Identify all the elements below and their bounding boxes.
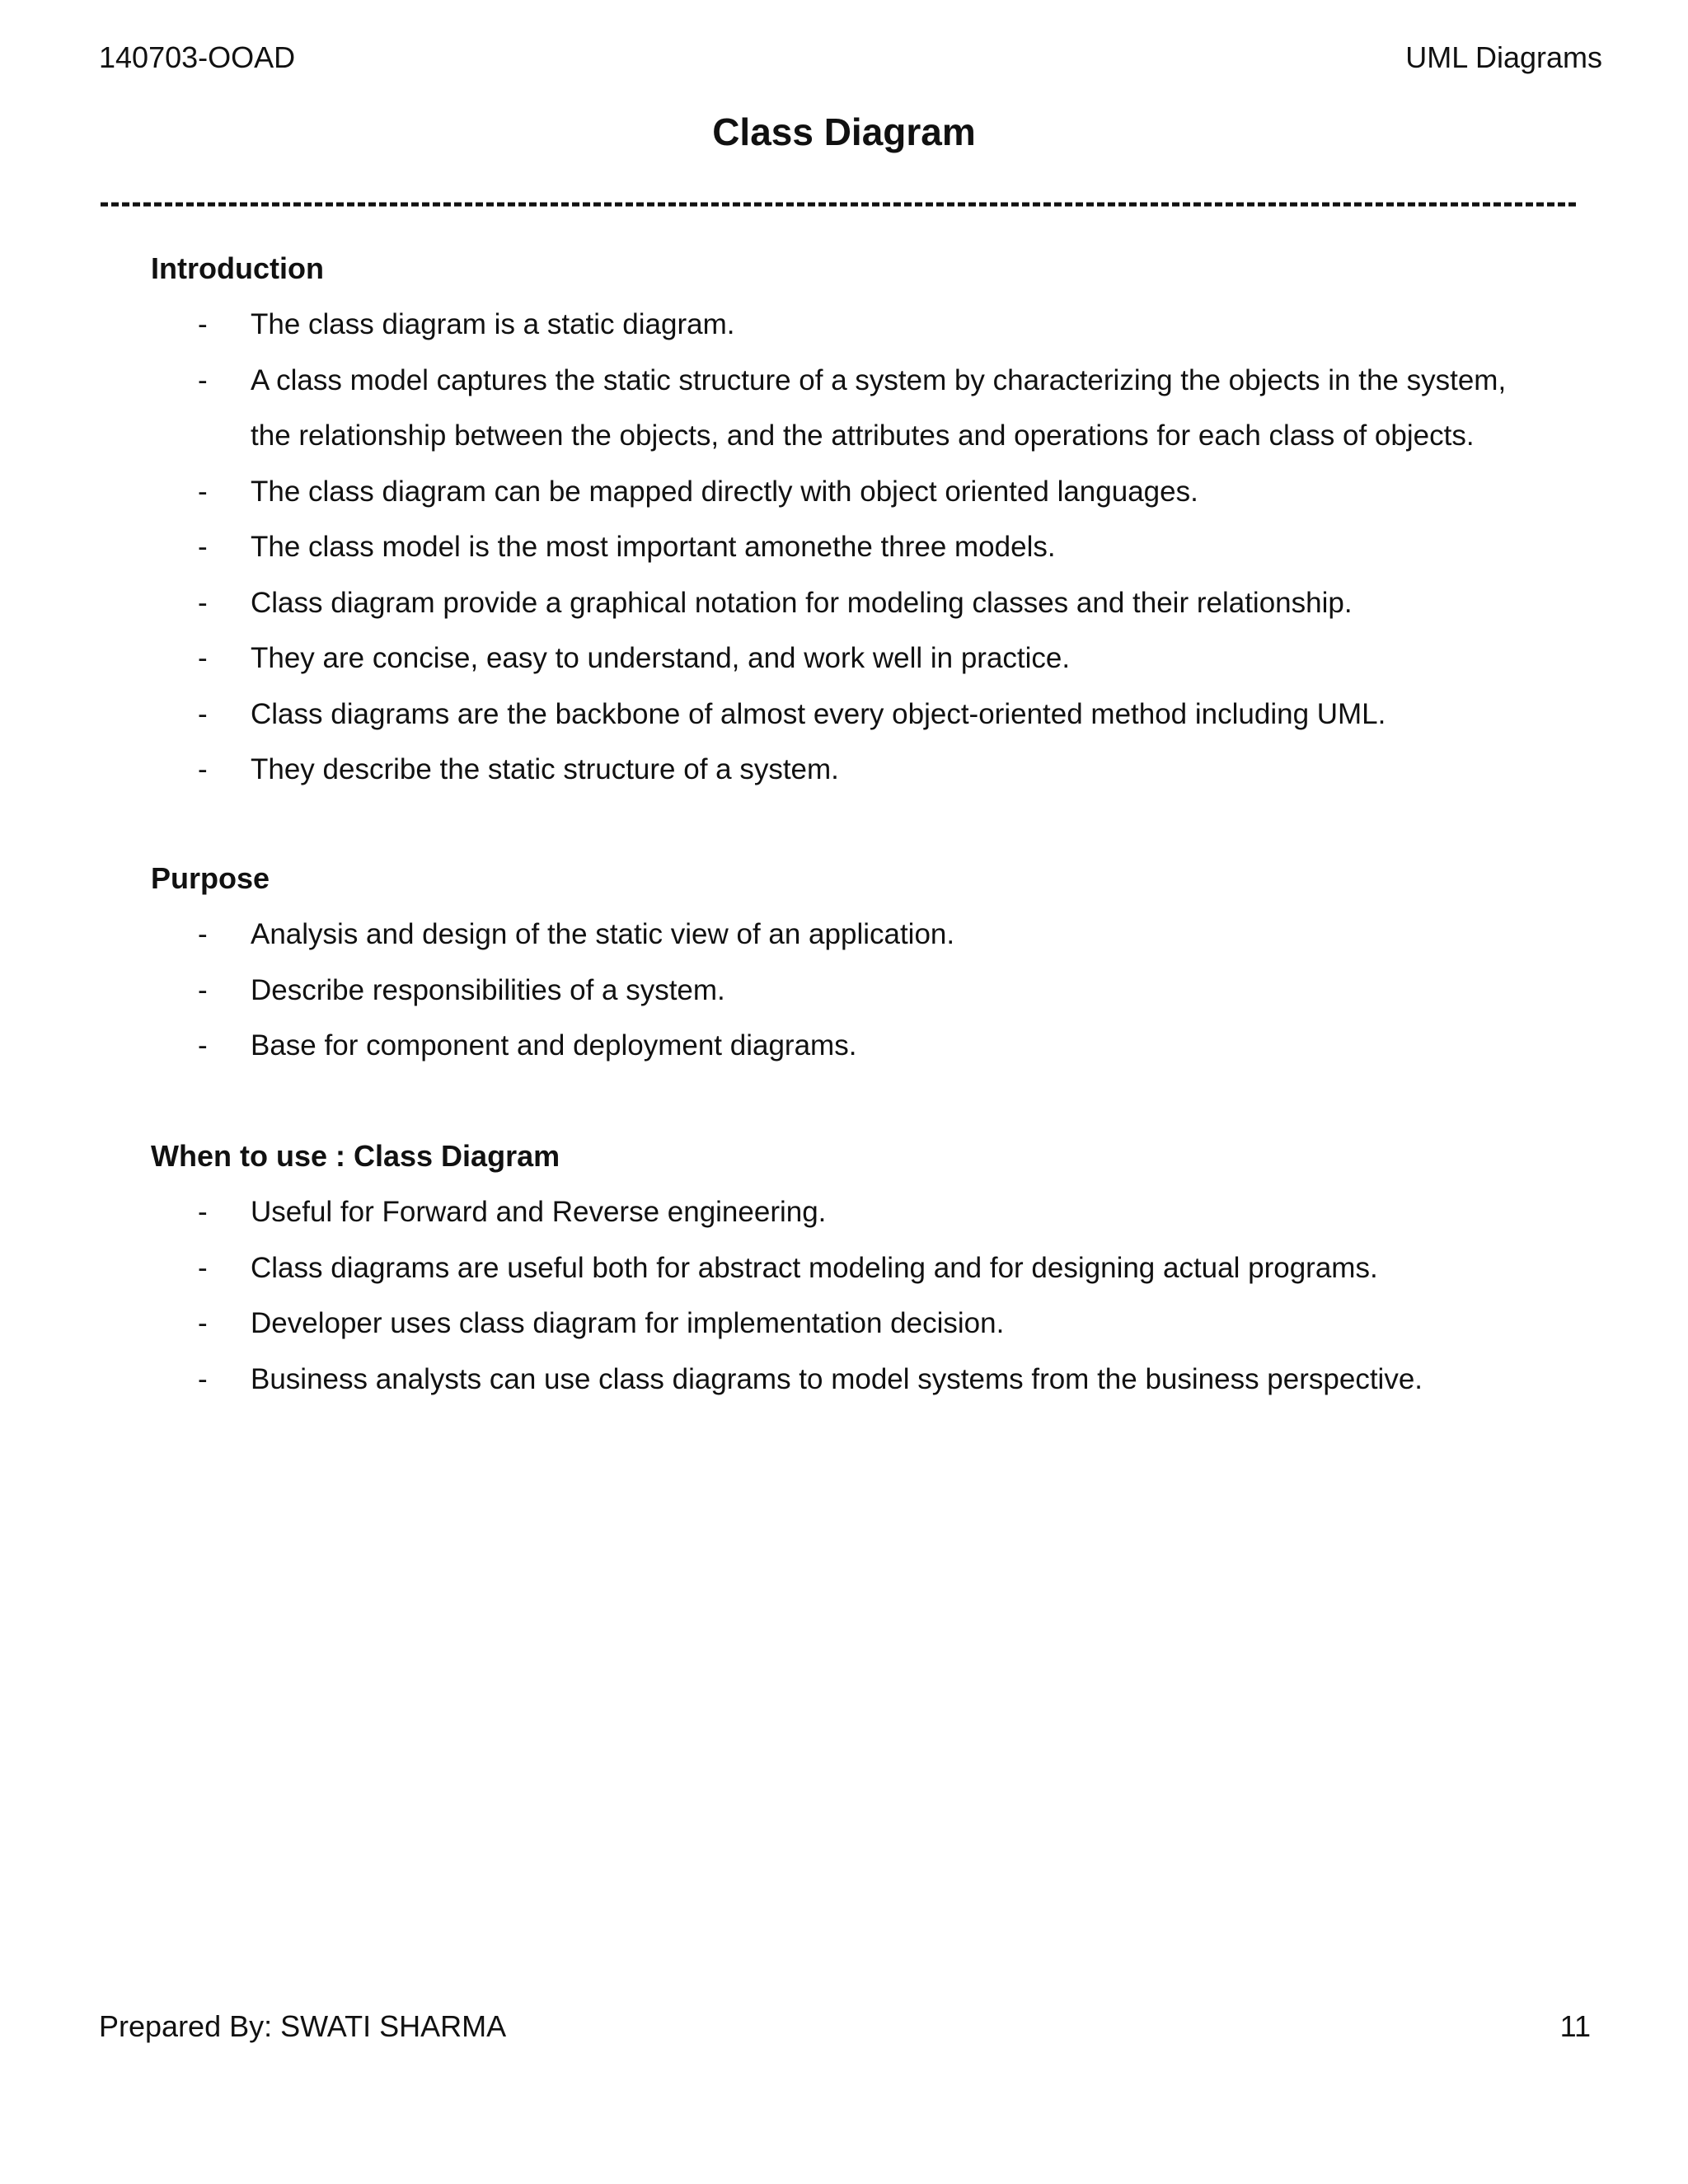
list-item bbox=[198, 907, 1517, 963]
list-item bbox=[198, 297, 1517, 353]
bullet-dash: - bbox=[198, 1362, 208, 1395]
list-item-text: The class model is the most important amonethe three models. bbox=[251, 531, 1056, 563]
bullet-dash: - bbox=[198, 973, 208, 1006]
list-item-text: Class diagram provide a graphical notation for modeling classes and their relationship. bbox=[251, 586, 1353, 619]
list-item bbox=[198, 742, 1517, 798]
list-item bbox=[198, 575, 1517, 631]
page-title: Class Diagram bbox=[712, 110, 976, 153]
list-item bbox=[198, 519, 1517, 575]
footer-author: Prepared By: SWATI SHARMA bbox=[99, 2009, 507, 2043]
purpose-list bbox=[198, 907, 1517, 1074]
list-item bbox=[198, 1018, 1517, 1074]
list-item-text: Class diagrams are the backbone of almost every object-oriented method including UML. bbox=[251, 697, 1386, 730]
introduction-list bbox=[198, 297, 1517, 798]
list-item-text: The class diagram is a static diagram. bbox=[251, 308, 735, 340]
bullet-dash: - bbox=[198, 308, 208, 340]
bullet-dash: - bbox=[198, 1307, 208, 1339]
list-item-text: A class model captures the static structure of a system by characterizing the objects in the system, the relationship between the objects, and the attributes and operations for each class of objects. bbox=[251, 363, 1507, 452]
bullet-dash: - bbox=[198, 1196, 208, 1228]
list-item-text: The class diagram can be mapped directly with object oriented languages. bbox=[251, 475, 1198, 508]
bullet-dash: - bbox=[198, 586, 208, 619]
list-item-text: Business analysts can use class diagrams to model systems from the business perspective. bbox=[251, 1362, 1423, 1395]
bullet-dash: - bbox=[198, 363, 208, 396]
list-item-text: They describe the static structure of a system. bbox=[251, 753, 839, 785]
list-item bbox=[198, 353, 1517, 464]
list-item-text: Developer uses class diagram for implementation decision. bbox=[251, 1307, 1005, 1339]
dashed-divider bbox=[101, 188, 1576, 221]
list-item bbox=[198, 630, 1517, 687]
list-item bbox=[198, 1352, 1517, 1408]
list-item-text: Class diagrams are useful both for abstract modeling and for designing actual programs. bbox=[251, 1251, 1378, 1284]
bullet-dash: - bbox=[198, 918, 208, 950]
list-item-text: They are concise, easy to understand, and work well in practice. bbox=[251, 642, 1071, 674]
list-item bbox=[198, 687, 1517, 743]
section-heading-when-to-use: When to use : Class Diagram bbox=[151, 1139, 560, 1173]
section-heading-purpose: Purpose bbox=[151, 861, 270, 895]
bullet-dash: - bbox=[198, 642, 208, 674]
bullet-dash: - bbox=[198, 1029, 208, 1062]
bullet-dash: - bbox=[198, 697, 208, 730]
list-item-text: Useful for Forward and Reverse engineering. bbox=[251, 1196, 827, 1228]
section-heading-introduction: Introduction bbox=[151, 251, 324, 285]
list-item-text: Analysis and design of the static view of an application. bbox=[251, 918, 955, 950]
when-to-use-list bbox=[198, 1184, 1517, 1407]
list-item bbox=[198, 1184, 1517, 1240]
header-course-code: 140703-OOAD bbox=[99, 40, 296, 74]
list-item bbox=[198, 1240, 1517, 1296]
page-number: 11 bbox=[1559, 2009, 1591, 2043]
list-item-text: Base for component and deployment diagrams. bbox=[251, 1029, 857, 1062]
bullet-dash: - bbox=[198, 753, 208, 785]
list-item bbox=[198, 1296, 1517, 1352]
list-item bbox=[198, 464, 1517, 520]
list-item-text: Describe responsibilities of a system. bbox=[251, 973, 725, 1006]
bullet-dash: - bbox=[198, 1251, 208, 1284]
list-item bbox=[198, 963, 1517, 1019]
header-topic: UML Diagrams bbox=[1405, 40, 1602, 74]
bullet-dash: - bbox=[198, 475, 208, 508]
bullet-dash: - bbox=[198, 531, 208, 563]
